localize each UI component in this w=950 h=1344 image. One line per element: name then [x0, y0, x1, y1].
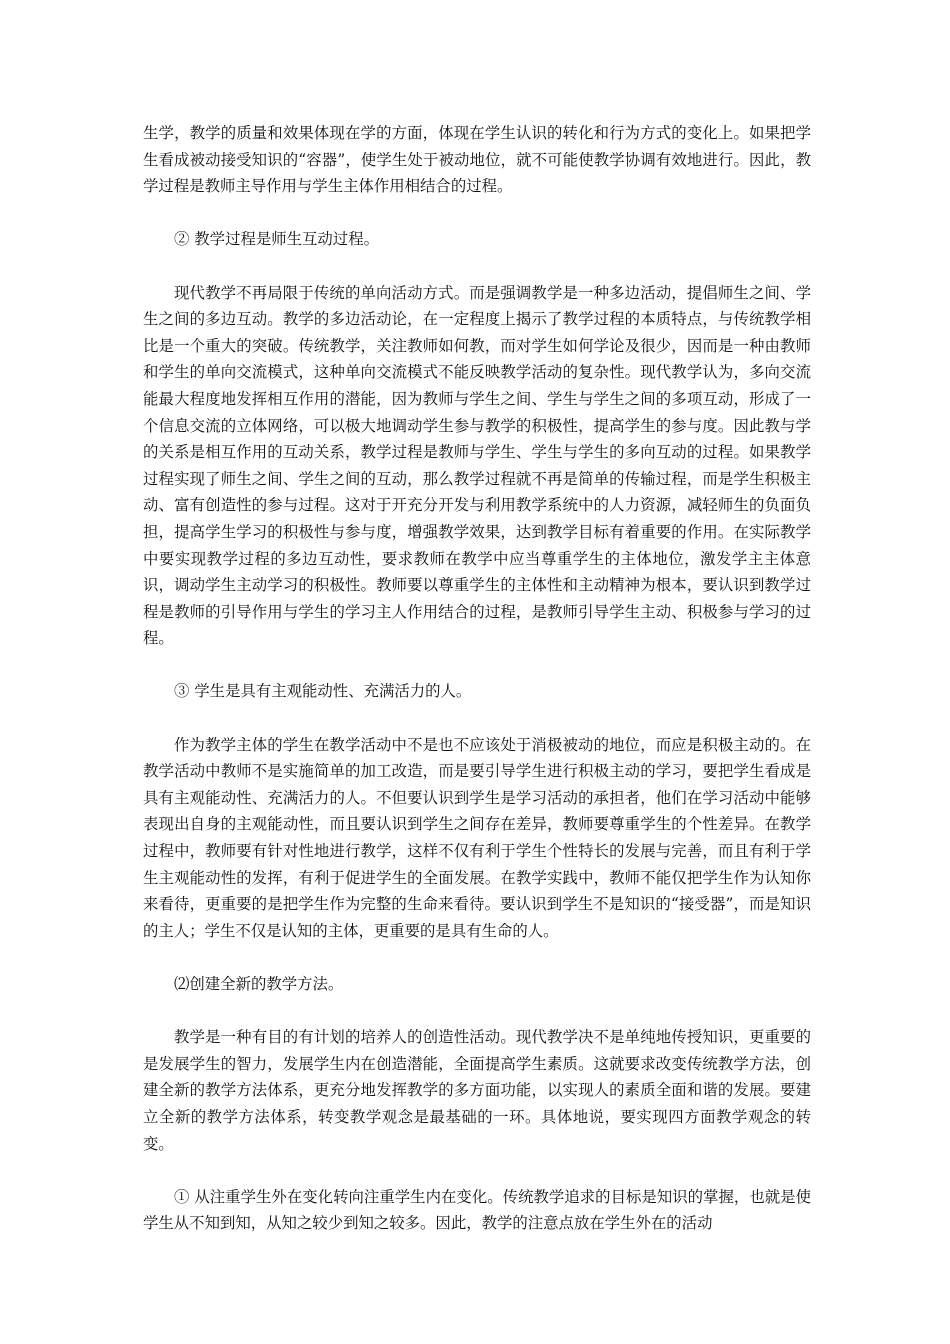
heading-new-methods: ⑵创建全新的教学方法。	[174, 975, 344, 993]
paragraph-continuation: 生学，教学的质量和效果体现在学的方面，体现在学生认识的转化和行为方式的变化上。如果把学生看成被动接受知识的“容器”，使学生处于被动地位，就不可能使教学协调有效地进行。因此，教学过程是教师主导作用与学生主体作用相结合的过程。	[143, 124, 811, 196]
paragraph-new-methods: 教学是一种有目的有计划的培养人的创造性活动。现代教学决不是单纯地传授知识，更重要的是发展学生的智力，发展学生内在创造潜能，全面提高学生素质。这就要求改变传统教学方法，创建全新的教学方法体系，更充分地发挥教学的多方面功能，以实现人的素质全面和谐的发展。要建立全新的教学方法体系，转变教学观念是最基础的一环。具体地说，要实现四方面教学观念的转变。	[143, 1028, 811, 1153]
paragraph-interaction: 现代教学不再局限于传统的单向活动方式。而是强调教学是一种多边活动，提倡师生之间、学生之间的多边互动。教学的多边活动论，在一定程度上揭示了教学过程的本质特点，与传统教学相比是一个重大的突破。传统教学，关注教师如何教，而对学生如何学论及很少，因而是一种由教师和学生的单向交流模式，这种单向交流模式不能反映教学活动的复杂性。现代教学认为，多向交流能最大程度地发挥相互作用的潜能，因为教师与学生之间、学生与学生之间的多项互动，形成了一个信息交流的立体网络，可以极大地调动学生参与教学的积极性，提高学生的参与度。因此教与学的关系是相互作用的互动关系，教学过程是教师与学生、学生与学生的多向互动的过程。如果教学过程实现了师生之间、学生之间的互动，那么教学过程就不再是简单的传输过程，而是学生积极主动、富有创造性的参与过程。这对于开充分开发与利用教学系统中的人力资源，减轻师生的负面负担，提高学生学习的积极性与参与度，增强教学效果，达到教学目标有着重要的作用。在实际教学中要实现教学过程的多边互动性，要求教师在教学中应当尊重学生的主体地位，激发学主主体意识，调动学生主动学习的积极性。教师要以尊重学生的主体性和主动精神为根本，要认识到教学过程是教师的引导作用与学生的学习主人作用结合的过程，是教师引导学生主动、积极参与学习的过程。	[143, 283, 811, 648]
document-body	[143, 120, 811, 1264]
heading-student-initiative: ③ 学生是具有主观能动性、充满活力的人。	[174, 682, 472, 701]
heading-interaction-process: ② 教学过程是师生互动过程。	[174, 230, 379, 249]
paragraph-external-to-internal: ① 从注重学生外在变化转向注重学生内在变化。传统教学追求的目标是知识的掌握，也就是使学生从不知到知，从知之较少到知之较多。因此，教学的注意点放在学生外在的活动	[143, 1187, 811, 1233]
paragraph-student-initiative: 作为教学主体的学生在教学活动中不是也不应该处于消极被动的地位，而应是积极主动的。在教学活动中教师不是实施简单的加工改造，而是要引导学生进行积极主动的学习，要把学生看成是具有主观能动性、充满活力的人。不但要认识到学生是学习活动的承担者，他们在学习活动中能够表现出自身的主观能动性，而且要认识到学生之间存在差异，教师要尊重学生的个性差异。在教学过程中，教师要有针对性地进行教学，这样不仅有利于学生个性特长的发展与完善，而且有利于学生主观能动性的发挥，有利于促进学生的全面发展。在教学实践中，教师不能仅把学生作为认知你来看待，更重要的是把学生作为完整的生命来看待。要认识到学生不是知识的“接受器”，而是知识的主人；学生不仅是认知的主体，更重要的是具有生命的人。	[143, 735, 811, 940]
